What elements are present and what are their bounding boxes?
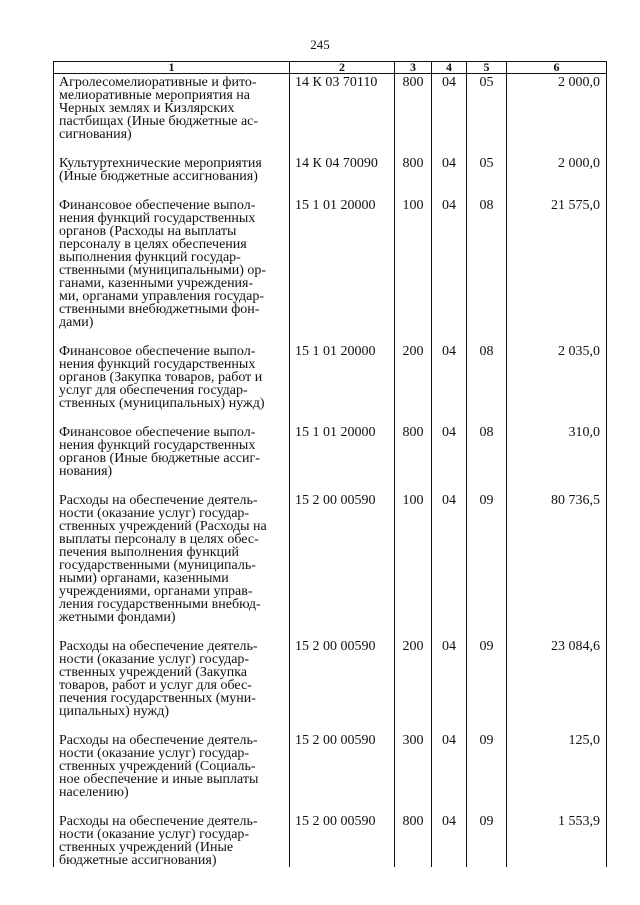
cell-section: 04	[432, 734, 467, 815]
column-header-name: 1	[54, 62, 290, 74]
cell-target-article: 15 2 00 00590	[290, 640, 395, 734]
budget-table	[53, 61, 607, 867]
cell-target-article: 14 К 03 70110	[290, 74, 395, 158]
table-body	[54, 74, 607, 868]
cell-target-article: 15 2 00 00590	[290, 734, 395, 815]
cell-section: 04	[432, 640, 467, 734]
cell-section: 04	[432, 345, 467, 426]
cell-name: Финансовое обеспечение выпол- нения функций государственных органов (Иные бюджетные ассиг- нования)	[54, 426, 290, 494]
table-row	[54, 157, 607, 199]
cell-expense-type: 800	[395, 74, 432, 158]
cell-name: Расходы на обеспечение деятель- ности (оказание услуг) государ- ственных учреждений (Закупка товаров, работ и услуг для обес- печения государственных (муни- ципальных) нужд)	[54, 640, 290, 734]
cell-amount: 80 736,5	[507, 494, 607, 640]
cell-subsection: 05	[467, 157, 507, 199]
table-row	[54, 199, 607, 345]
cell-name: Агролесомелиоративные и фито- мелиоративные мероприятия на Черных землях и Кизлярских пастбищах (Иные бюджетные ас- сигнования)	[54, 74, 290, 158]
column-header-csr: 2	[290, 62, 395, 74]
cell-name: Расходы на обеспечение деятель- ности (оказание услуг) государ- ственных учреждений (Социаль- ное обеспечение и иные выплаты населению)	[54, 734, 290, 815]
cell-target-article: 15 1 01 20000	[290, 345, 395, 426]
cell-section: 04	[432, 74, 467, 158]
cell-expense-type: 800	[395, 815, 432, 867]
cell-subsection: 09	[467, 734, 507, 815]
cell-section: 04	[432, 815, 467, 867]
page-number: 245	[310, 37, 330, 52]
cell-name: Финансовое обеспечение выпол- нения функций государственных органов (Закупка товаров, работ и услуг для обеспечения государ- ственных (муниципальных) нужд)	[54, 345, 290, 426]
column-header-sum: 6	[507, 62, 607, 74]
cell-section: 04	[432, 426, 467, 494]
cell-amount: 125,0	[507, 734, 607, 815]
table-row	[54, 734, 607, 815]
cell-amount: 21 575,0	[507, 199, 607, 345]
cell-expense-type: 100	[395, 199, 432, 345]
cell-amount: 2 000,0	[507, 74, 607, 158]
table-header-row	[54, 62, 607, 74]
cell-amount: 2 000,0	[507, 157, 607, 199]
table-row	[54, 494, 607, 640]
cell-target-article: 14 К 04 70090	[290, 157, 395, 199]
cell-amount: 2 035,0	[507, 345, 607, 426]
cell-subsection: 09	[467, 815, 507, 867]
cell-subsection: 08	[467, 199, 507, 345]
cell-subsection: 09	[467, 494, 507, 640]
cell-subsection: 09	[467, 640, 507, 734]
cell-section: 04	[432, 157, 467, 199]
cell-amount: 310,0	[507, 426, 607, 494]
cell-section: 04	[432, 199, 467, 345]
cell-amount: 1 553,9	[507, 815, 607, 867]
cell-name: Культуртехнические мероприятия (Иные бюджетные ассигнования)	[54, 157, 290, 199]
cell-expense-type: 200	[395, 345, 432, 426]
cell-expense-type: 200	[395, 640, 432, 734]
column-header-pr: 5	[467, 62, 507, 74]
cell-name: Расходы на обеспечение деятель- ности (оказание услуг) государ- ственных учреждений (Иные бюджетные ассигнования)	[54, 815, 290, 867]
cell-expense-type: 300	[395, 734, 432, 815]
table-row	[54, 74, 607, 158]
cell-target-article: 15 2 00 00590	[290, 815, 395, 867]
column-header-rz: 4	[432, 62, 467, 74]
cell-target-article: 15 1 01 20000	[290, 199, 395, 345]
cell-section: 04	[432, 494, 467, 640]
table-row	[54, 426, 607, 494]
cell-subsection: 08	[467, 345, 507, 426]
cell-amount: 23 084,6	[507, 640, 607, 734]
cell-expense-type: 800	[395, 426, 432, 494]
cell-target-article: 15 1 01 20000	[290, 426, 395, 494]
cell-expense-type: 100	[395, 494, 432, 640]
cell-subsection: 08	[467, 426, 507, 494]
cell-name: Финансовое обеспечение выпол- нения функций государственных органов (Расходы на выплаты персоналу в целях обеспечения выполнения функций государ- ственными (муниципальными) ор- ганами, казенными учреждения- ми, органами управления государ- ственными внебюджетными фон- дами)	[54, 199, 290, 345]
table-row	[54, 815, 607, 867]
table-row	[54, 345, 607, 426]
column-header-vr: 3	[395, 62, 432, 74]
cell-name: Расходы на обеспечение деятель- ности (оказание услуг) государ- ственных учреждений (Расходы на выплаты персоналу в целях обес- печения выполнения функций государственными (муниципаль- ными) органами, казенными учреждениями, органами управ- ления государственными внебюд- жетными фондами)	[54, 494, 290, 640]
cell-target-article: 15 2 00 00590	[290, 494, 395, 640]
cell-subsection: 05	[467, 74, 507, 158]
table-row	[54, 640, 607, 734]
cell-expense-type: 800	[395, 157, 432, 199]
